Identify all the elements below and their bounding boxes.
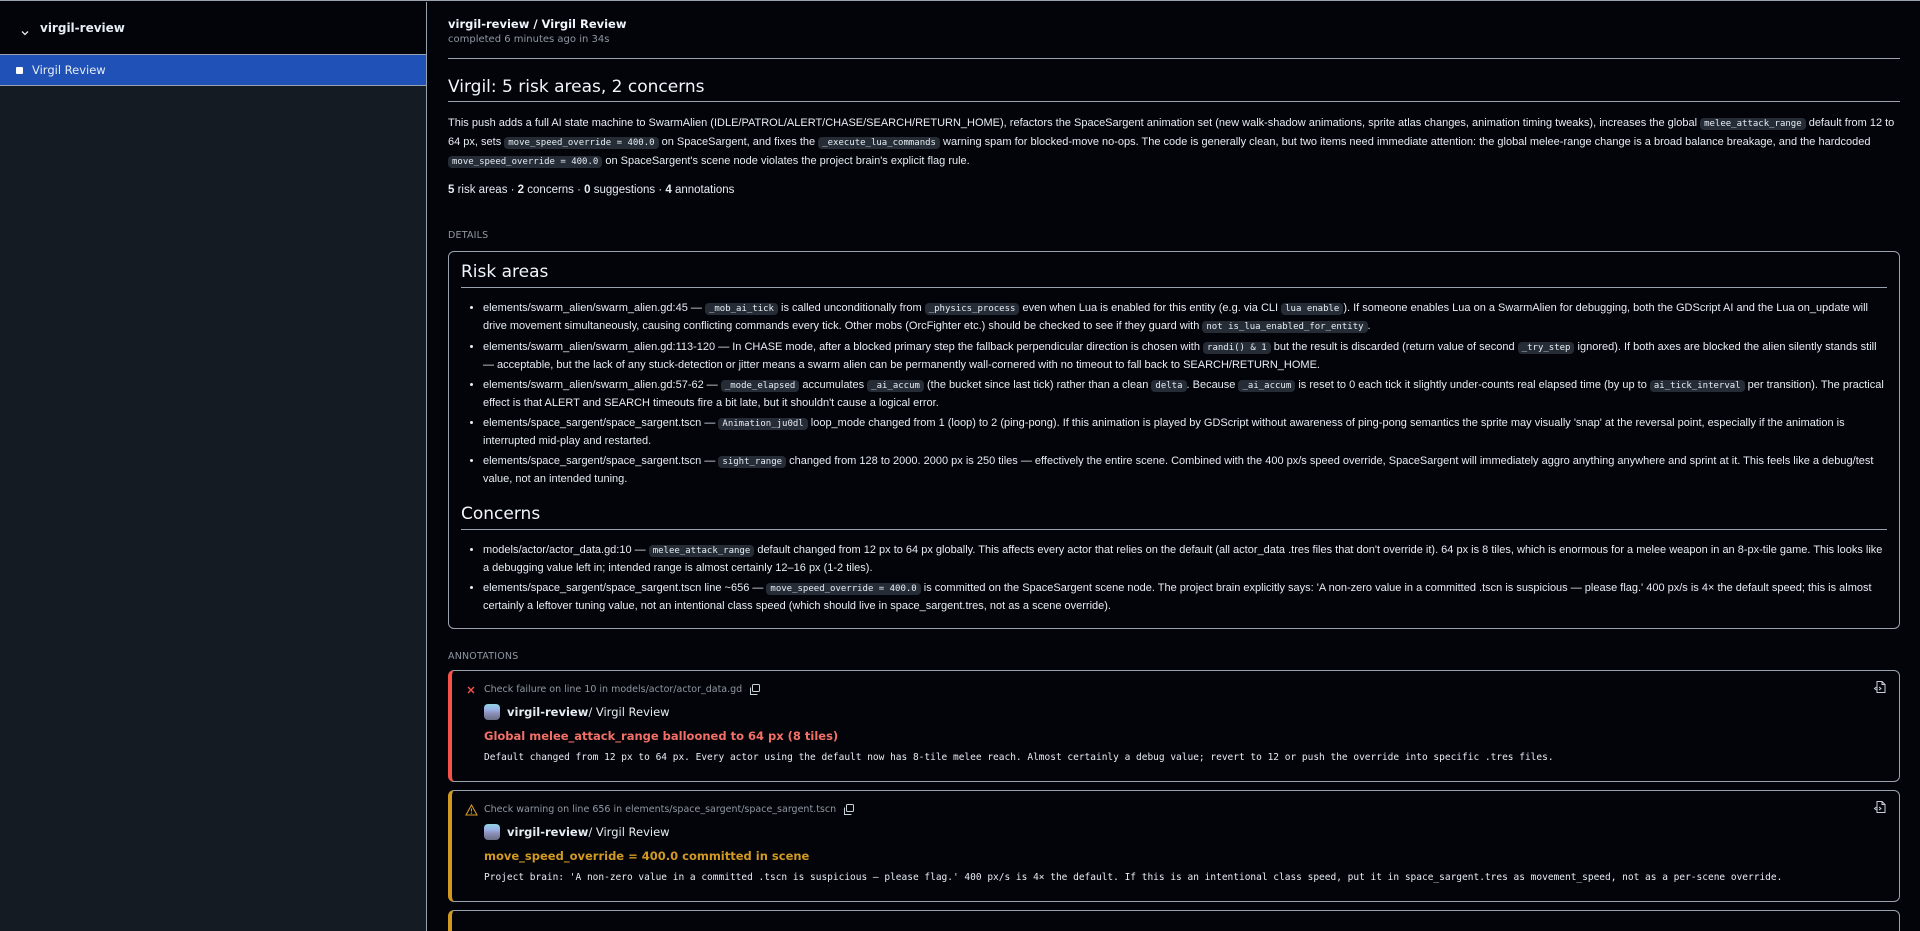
- annotation-location-text[interactable]: Check failure on line 10 in models/actor/actor_data.gd: [484, 684, 743, 695]
- check-run-title: virgil-review / Virgil Review: [448, 17, 627, 31]
- x-icon: [464, 685, 478, 695]
- app-name: / Virgil Review: [588, 705, 670, 719]
- summary-title: Virgil: 5 risk areas, 2 concerns: [448, 59, 1900, 102]
- sidebar: [0, 2, 427, 931]
- risk-item: • elements/space_sargent/space_sargent.tscn — Animation_ju0dl loop_mode changed from 1 (loop) to 2 (ping-pong). If this animation is played by GDScript without awareness of ping-pong semantics the sprite may visually 'snap' at the reversal point, especially if the animation is interrupted mid-play and restarted.: [483, 415, 1887, 450]
- app-owner: virgil-review: [507, 825, 589, 839]
- status-square-icon: [16, 67, 23, 74]
- main-content: [428, 2, 1920, 931]
- summary-text: [448, 114, 1900, 171]
- app-avatar: [484, 704, 500, 720]
- warning-triangle-icon: [464, 804, 478, 816]
- view-raw-file-icon[interactable]: [1873, 799, 1887, 818]
- text: warning spam for blocked-move no-ops. The code is generally clean, but two items need immediate attention: the global melee-range change is a broad balance breakage, and the hardcoded: [939, 136, 1871, 148]
- annotations-count: 4: [665, 184, 672, 196]
- app-name: / Virgil Review: [588, 825, 670, 839]
- annotation-warning: [448, 790, 1900, 902]
- annotation-title: Global melee_attack_range ballooned to 64 px (8 tiles): [484, 729, 839, 743]
- risk-areas-count: 5: [448, 184, 455, 196]
- annotation-body: Project brain: 'A non-zero value in a committed .tscn is suspicious — please flag.' 400 px/s is 4× the default. If this is an intentional class speed, put it in space_sargent.tres as movement_speed, not as a per-scene override.: [484, 872, 1783, 883]
- inline-code: move_speed_override = 400.0: [504, 137, 658, 149]
- risk-item: • elements/space_sargent/space_sargent.tscn — sight_range changed from 128 to 2000. 2000 px is 250 tiles — effectively the entire scene. Combined with the 400 px/s speed override, SpaceSargent will immediately aggro anything anywhere and sprint at it. This feels like a debug/test value, not an intended tuning.: [483, 453, 1887, 488]
- annotation-failure: [448, 670, 1900, 782]
- risk-item: • elements/swarm_alien/swarm_alien.gd:45 — _mob_ai_tick is called unconditionally from _physics_process even when Lua is enabled for this entity (e.g. via CLI lua enable ). If someone enables Lua on a SwarmAlien for debugging, both the GDScript AI and the Lua on_update will drive movement simultaneously, causing conflicting commands every tick. Other mobs (OrcFighter etc.) should be checked to see if they guard with not is_lua_enabled_for_entity .: [483, 300, 1887, 336]
- check-run-header: [448, 2, 1900, 45]
- app-owner: virgil-review: [507, 705, 589, 719]
- annotation-app: [484, 704, 1887, 720]
- count-label: annotations: [671, 184, 735, 196]
- concerns-count: 2: [517, 184, 525, 196]
- annotation-location: [464, 803, 1887, 816]
- app-avatar: [484, 824, 500, 840]
- inline-code: melee_attack_range: [1700, 118, 1806, 130]
- summary-counts: [448, 184, 1900, 196]
- copy-icon[interactable]: [842, 803, 855, 816]
- risk-item: • elements/swarm_alien/swarm_alien.gd:113-120 — In CHASE mode, after a blocked primary step the fallback perpendicular direction is chosen with randi() & 1 but the result is discarded (return value of second _try_step ignored). If both axes are blocked the alien silently stands still — acceptable, but the lack of any stuck-detection or jitter means a swarm alien can be permanently wall-cornered with no timeout to fall back to SEARCH/RETURN_HOME.: [483, 339, 1887, 374]
- annotation-title: move_speed_override = 400.0 committed in scene: [484, 849, 810, 863]
- risk-areas-list: [461, 300, 1887, 488]
- count-label: risk areas ·: [454, 184, 518, 196]
- text: on SpaceSargent's scene node violates the project brain's explicit flag rule.: [602, 155, 970, 167]
- risk-item: • elements/swarm_alien/swarm_alien.gd:57-62 — _mode_elapsed accumulates _ai_accum (the bucket since last tick) rather than a clean delta . Because _ai_accum is reset to 0 each tick it slightly under-counts real elapsed time (by up to ai_tick_interval per transition). The practical effect is that ALERT and SEARCH timeouts fire a bit late, but it shouldn't cause a logical error.: [483, 377, 1887, 412]
- annotations-section-label: ANNOTATIONS: [448, 651, 519, 662]
- sidebar-item-virgil-review[interactable]: [0, 55, 426, 86]
- sidebar-group-label: virgil-review: [40, 21, 125, 35]
- inline-code: _execute_lua_commands: [818, 137, 940, 149]
- sidebar-item-label: Virgil Review: [32, 63, 106, 77]
- text: default from 12 to 64 px, sets: [448, 117, 1895, 148]
- concerns-heading: Concerns: [461, 504, 1887, 530]
- count-label: concerns ·: [524, 184, 585, 196]
- concerns-list: [461, 542, 1887, 615]
- details-section-label: DETAILS: [448, 230, 489, 241]
- annotation-app: [484, 824, 1887, 840]
- text: This push adds a full AI state machine to SwarmAlien (IDLE/PATROL/ALERT/CHASE/SEARCH/RETURN_HOME), refactors the SpaceSargent animation set (new walk-shadow animations, sprite atlas changes, animation timing tweaks), increases the global: [448, 117, 1701, 129]
- inline-code: move_speed_override = 400.0: [448, 156, 602, 168]
- sidebar-group-header[interactable]: [0, 2, 426, 55]
- annotation-location: [464, 683, 1887, 696]
- annotation-location-text[interactable]: Check warning on line 656 in elements/space_sargent/space_sargent.tscn: [484, 804, 837, 815]
- concern-item: • elements/space_sargent/space_sargent.tscn line ~656 — move_speed_override = 400.0 is committed on the SpaceSargent scene node. The project brain explicitly says: 'A non-zero value in a committed .tscn is suspicious — please flag.' 400 px/s is 4× the default speed; this is almost certainly a leftover tuning value, not an intentional class speed (which should live in space_sargent.tres, not as a scene override).: [483, 580, 1887, 615]
- chevron-down-icon[interactable]: [20, 23, 30, 33]
- text: on SpaceSargent, and fixes the: [658, 136, 819, 148]
- count-label: suggestions ·: [590, 184, 666, 196]
- suggestions-count: 0: [584, 184, 591, 196]
- view-raw-file-icon[interactable]: [1873, 679, 1887, 698]
- copy-icon[interactable]: [748, 683, 761, 696]
- annotation-warning-partial: [448, 910, 1900, 931]
- concern-item: • models/actor/actor_data.gd:10 — melee_attack_range default changed from 12 px to 64 px globally. This affects every actor that relies on the default (all actor_data .tres files that don't override it). 64 px is 8 tiles, which is enormous for a melee weapon in an 8-px-tile game. This looks like a debugging value left in; intended range is almost certainly 12–16 px (1-2 tiles).: [483, 542, 1887, 577]
- risk-areas-heading: Risk areas: [461, 262, 1887, 288]
- details-box: [448, 251, 1900, 629]
- check-run-status: completed 6 minutes ago in 34s: [448, 34, 610, 45]
- annotation-body: Default changed from 12 px to 64 px. Every actor using the default now has 8-tile melee reach. Almost certainly a debug value; revert to 12 or push the override into specific .tres files.: [484, 752, 1554, 763]
